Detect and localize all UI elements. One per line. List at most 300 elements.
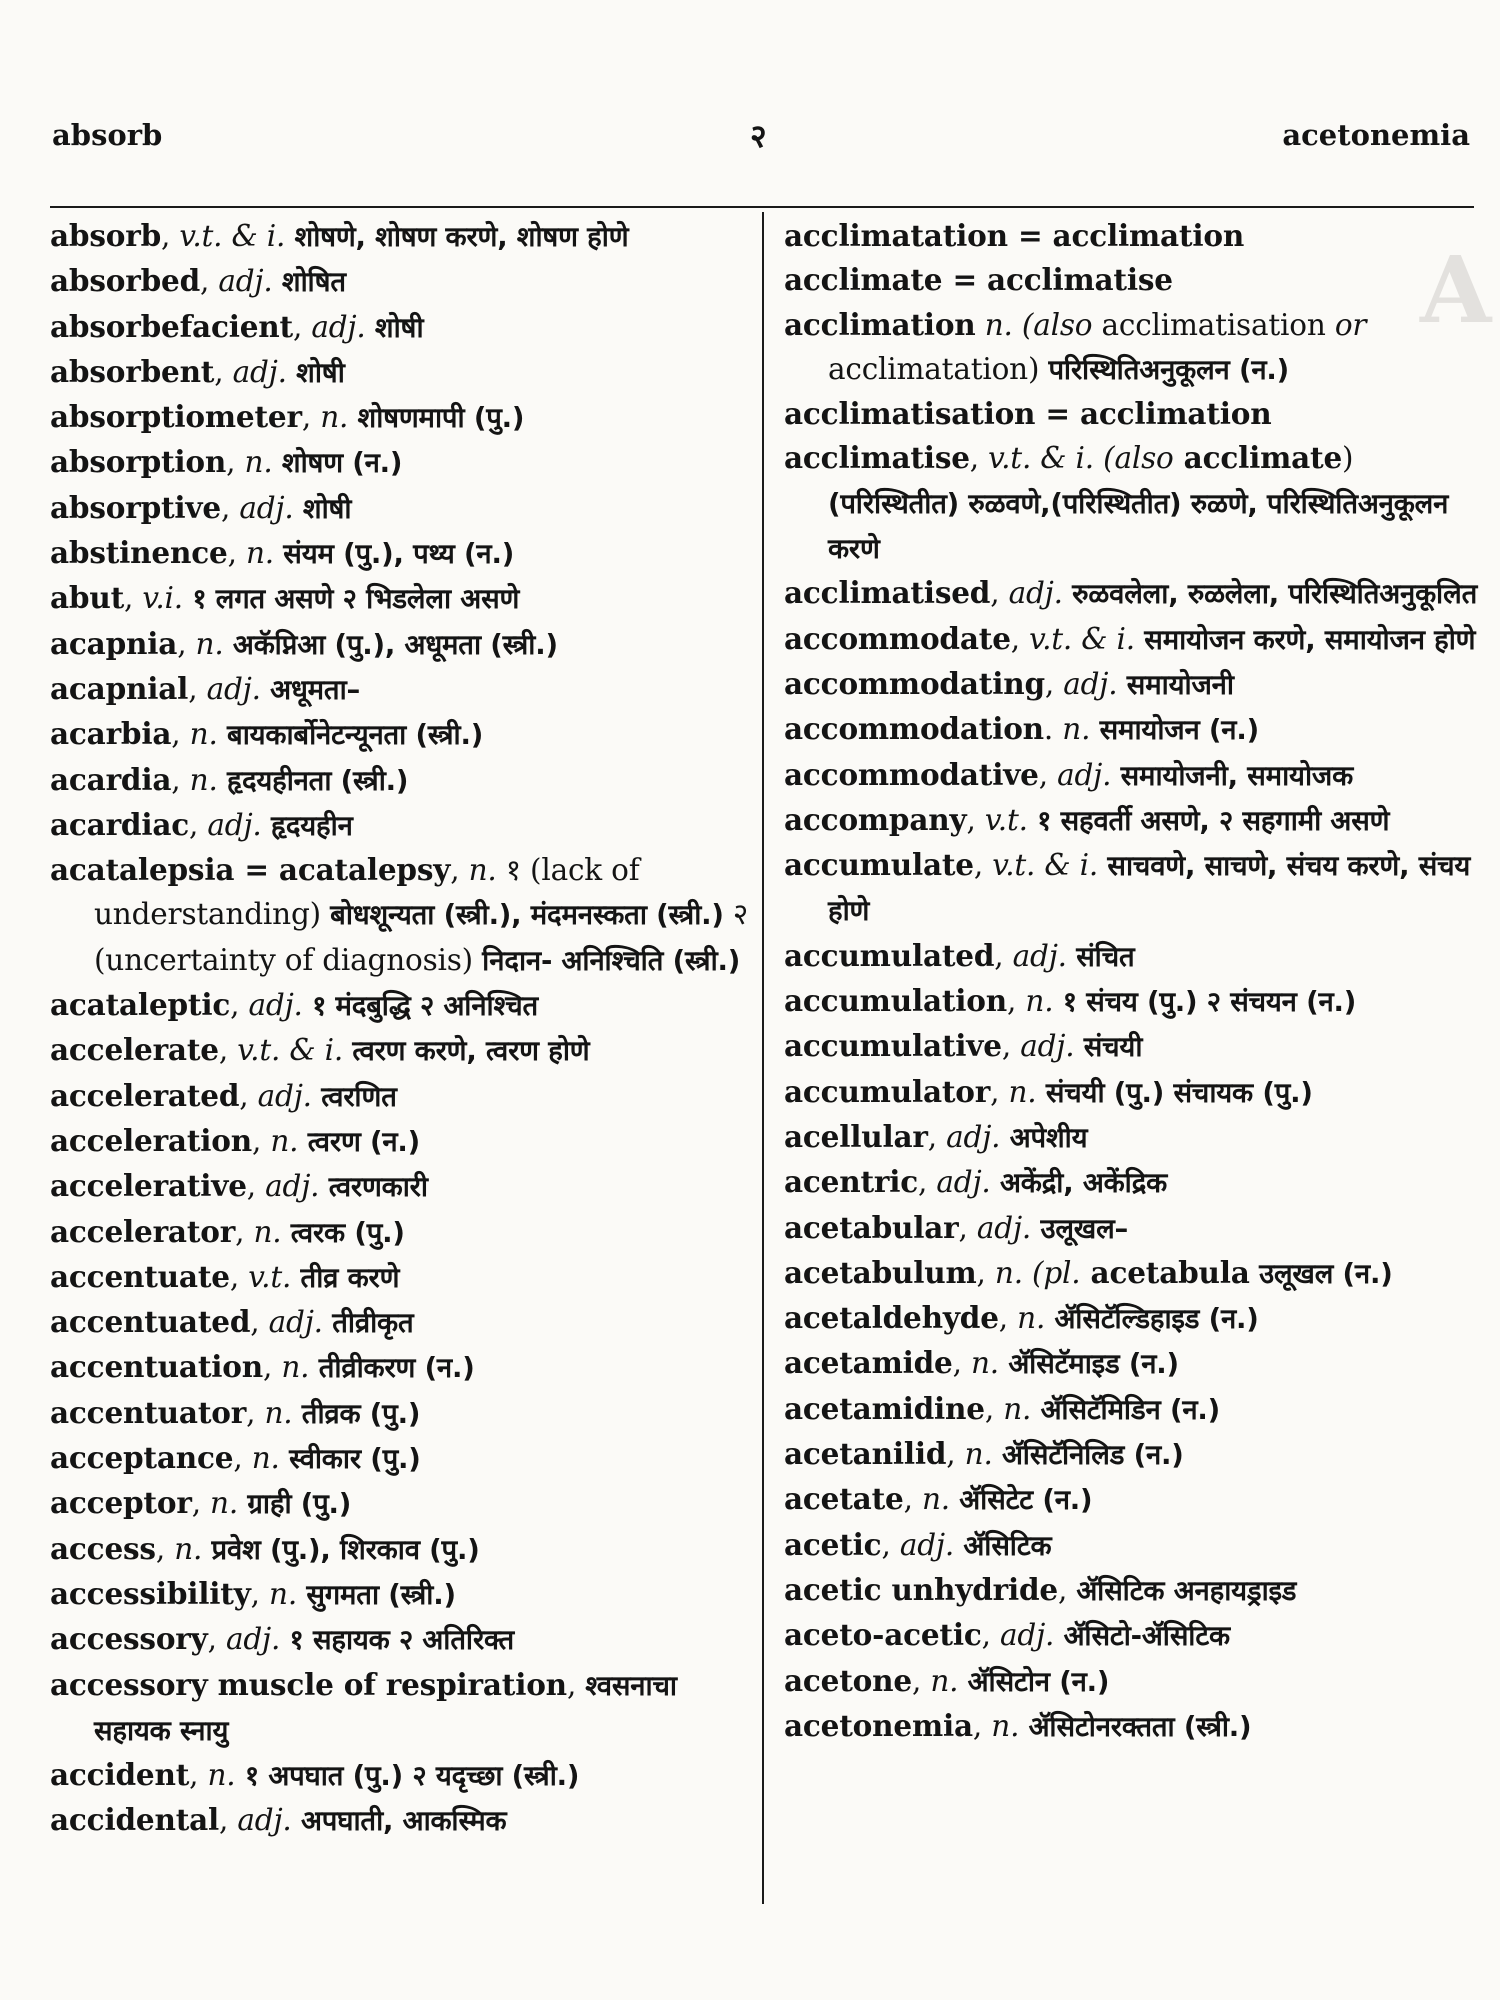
definition-marathi: श्वसनाचा सहायक स्नायु [94, 1669, 677, 1747]
definition-marathi: १ सहायक २ अतिरिक्त [280, 1624, 515, 1657]
entry-text: , [881, 1527, 900, 1562]
headword: absorbent [50, 353, 215, 389]
part-of-speech: n. [210, 1486, 239, 1521]
part-of-speech: n. [1003, 1391, 1032, 1426]
headword: acentric [784, 1164, 919, 1200]
definition-marathi: शोषी [365, 311, 424, 344]
part-of-speech: adj. [976, 1210, 1032, 1245]
definition-marathi: सुगमता (स्त्री.) [297, 1578, 456, 1611]
headword: acetabular [784, 1209, 959, 1245]
definition-marathi: संचयी (पु.) संचायक (पु.) [1036, 1076, 1313, 1109]
definition-marathi: अकेंद्री, अकेंद्रिक [990, 1167, 1168, 1200]
headword: acceleration [50, 1122, 252, 1158]
entry-text: , [973, 848, 993, 883]
headword: accentuated [50, 1304, 251, 1340]
right-column [784, 214, 1478, 1749]
dictionary-entry [784, 1070, 1478, 1115]
definition-marathi: १ अपघात (पु.) २ यदृच्छा (स्त्री.) [235, 1760, 580, 1793]
headword: access [50, 1530, 156, 1566]
entry-text: , [155, 1531, 175, 1566]
definition-marathi: रुळवलेला, रुळलेला, परिस्थितिअनुकूलित [1062, 578, 1478, 611]
entry-text: , [903, 1482, 922, 1517]
running-head [52, 118, 1470, 162]
dictionary-entry [50, 1753, 750, 1798]
part-of-speech: n. [195, 626, 224, 661]
dictionary-entry [50, 305, 750, 350]
headword: acclimate = acclimatise [784, 262, 1173, 298]
column-divider [762, 212, 764, 1904]
entry-text: , [124, 581, 143, 616]
dictionary-entry [50, 1210, 750, 1255]
definition-marathi: ॲसिटोन (न.) [958, 1665, 1110, 1698]
definition-marathi: ॲसिटिक [954, 1529, 1052, 1562]
part-of-speech: adj. [899, 1527, 955, 1562]
dictionary-entry [50, 1527, 750, 1572]
entry-text: , [994, 938, 1013, 973]
headword: acclimatation = acclimation [784, 218, 1245, 253]
part-of-speech: v.t. & i. [1029, 621, 1135, 656]
part-of-speech: n. (pl. [994, 1255, 1081, 1290]
definition-marathi: तीव्रीकरण (न.) [309, 1352, 475, 1385]
headword: acclimatise [784, 440, 970, 476]
entry-text: , [966, 802, 985, 837]
definition-marathi: ॲसिटॅमिडिन (न.) [1031, 1393, 1221, 1426]
entry-text: , [918, 1165, 937, 1200]
entry-text: , [239, 1078, 258, 1113]
dictionary-entry [50, 1481, 750, 1526]
entry-text: , [207, 1622, 226, 1657]
entry-text: , [1044, 666, 1064, 701]
definition-marathi: १ लगत असणे २ भिडलेला असणे [182, 583, 520, 616]
headword: accentuation [50, 1349, 264, 1385]
definition-marathi: शोषित [272, 266, 346, 299]
definition-marathi: (परिस्थितीत) रुळवणे,(परिस्थितीत) रुळणे, परिस्थितिअनुकूलन करणे [828, 487, 1449, 566]
headword: acardia [50, 761, 172, 797]
headword: acetic unhydride [784, 1571, 1058, 1607]
definition-marathi: ॲसिटेट (न.) [949, 1484, 1093, 1517]
headword: accommodative [784, 756, 1039, 792]
dictionary-entry [784, 258, 1478, 302]
header-rule [50, 206, 1474, 208]
part-of-speech: adj. [1057, 757, 1112, 792]
dictionary-entry [50, 758, 750, 803]
dictionary-entry [50, 350, 750, 395]
definition-marathi: समायोजन करणे, समायोजन होणे [1134, 623, 1476, 656]
headword: accelerated [50, 1077, 240, 1113]
headword: accentuate [50, 1258, 230, 1294]
dictionary-entry [784, 1432, 1478, 1477]
entry-text: , [952, 1346, 971, 1381]
headword: acardiac [50, 806, 190, 842]
headword: acclimatised [784, 575, 991, 611]
headword: accidental [50, 1802, 220, 1838]
entry-text: , [233, 1441, 252, 1476]
dictionary-entry [784, 617, 1478, 662]
dictionary-entry [50, 395, 750, 440]
definition-marathi: साचवणे, साचणे, संचय करणे, संचय होणे [828, 850, 1471, 928]
headword: absorption [50, 444, 227, 480]
dictionary-entry [784, 1704, 1478, 1749]
headword: accommodating [784, 665, 1045, 701]
entry-text: , [250, 1576, 270, 1611]
definition-marathi: अकॅप्निआ (पु.), अधूमता (स्त्री.) [223, 628, 558, 661]
entry-text: , [200, 264, 219, 299]
definition-marathi: अपघाती, आकस्मिक [291, 1805, 507, 1838]
left-guide-word: absorb [52, 118, 163, 152]
dictionary-entry [784, 1387, 1478, 1432]
entry-text: acclimatation) [828, 351, 1049, 386]
definition-marathi: अधूमता– [260, 673, 361, 706]
definition-marathi: ग्राही (पु.) [238, 1488, 352, 1521]
entry-text: , [246, 1169, 266, 1204]
headword: accommodate [784, 620, 1011, 656]
definition-marathi: परिस्थितिअनुकूलन (न.) [1048, 353, 1290, 386]
part-of-speech: adj. [311, 309, 366, 344]
right-guide-word: acetonemia [1282, 118, 1470, 152]
part-of-speech: v.i. [142, 581, 183, 616]
headword: acatalepsia = acatalepsy [50, 852, 451, 888]
part-of-speech: n. [970, 1346, 999, 1381]
part-of-speech: v.t. & i. [992, 848, 1099, 883]
dictionary-entry [50, 848, 750, 983]
headword: accessibility [50, 1575, 251, 1611]
headword: acclimation [784, 306, 976, 342]
dictionary-entry [50, 1119, 750, 1164]
headword: absorb [50, 218, 161, 253]
part-of-speech: adj. [936, 1165, 991, 1200]
dictionary-entry [784, 1206, 1478, 1251]
entry-text: , [230, 988, 249, 1023]
part-of-speech: adj. [237, 1803, 292, 1838]
dictionary-entry [784, 1024, 1478, 1069]
part-of-speech: or [1334, 307, 1367, 342]
page-number: २ [750, 117, 767, 155]
entry-text: , [226, 445, 245, 480]
headword: acellular [784, 1118, 928, 1154]
dictionary-entry [50, 1028, 750, 1073]
part-of-speech: adj. [257, 1078, 312, 1113]
headword: accessory muscle of respiration [50, 1666, 567, 1702]
entry-text: , [450, 853, 469, 888]
definition-marathi: त्वरणित [311, 1080, 397, 1113]
definition-marathi: तीव्रीकृत [322, 1307, 414, 1340]
definition-marathi: स्वीकार (पु.) [279, 1443, 421, 1476]
headword: accumulation [784, 983, 1008, 1019]
definition-marathi: शोषणमापी (पु.) [348, 402, 525, 435]
definition-marathi: उलूखल (न.) [1249, 1257, 1393, 1290]
part-of-speech: n. (also [984, 307, 1093, 342]
headword: acarbia [50, 716, 172, 752]
headword: absorptive [50, 489, 221, 525]
definition-marathi: ॲसिटो-ॲसिटिक [1054, 1620, 1230, 1653]
definition-marathi: तीव्रक (पु.) [292, 1397, 421, 1430]
entry-text: , [958, 1210, 977, 1245]
headword: accident [50, 1757, 190, 1793]
definition-marathi: ॲसिटिक अनहायड्राइड [1076, 1574, 1297, 1607]
part-of-speech: n. [264, 1395, 293, 1430]
entry-text: , [218, 1033, 238, 1068]
definition-marathi: समायोजनी, समायोजक [1111, 759, 1354, 792]
definition-marathi: शोषण (न.) [272, 447, 403, 480]
definition-marathi: शोषणे, शोषण करणे, शोषण होणे [285, 221, 629, 253]
entry-text: , [177, 626, 196, 661]
headword: acetonemia [784, 1707, 973, 1743]
definition-marathi: तीव्र करणे [291, 1261, 400, 1294]
dictionary-entry [50, 259, 750, 304]
entry-text: , [1038, 757, 1058, 792]
part-of-speech: n. [207, 1758, 236, 1793]
entry-text: , [976, 1255, 995, 1290]
dictionary-entry [784, 1341, 1478, 1386]
entry-text: . [1043, 712, 1063, 747]
headword: acetanilid [784, 1436, 947, 1472]
part-of-speech: n. [1008, 1074, 1037, 1109]
headword: accompany [784, 801, 967, 837]
headword: acetamide [784, 1345, 953, 1381]
entry-text [976, 308, 985, 342]
dictionary-entry [50, 531, 750, 576]
headword: acceptance [50, 1440, 234, 1476]
entry-text: , [250, 1305, 269, 1340]
dictionary-entry [50, 1391, 750, 1436]
definition-marathi: ॲसिटॅनिलिड (न.) [992, 1439, 1184, 1472]
entry-text: , [189, 807, 208, 842]
headword: acclimate [1173, 440, 1343, 476]
part-of-speech: adj. [225, 1622, 281, 1657]
entry-text: , [998, 1301, 1018, 1336]
entry-text: , [927, 1119, 947, 1154]
part-of-speech: adj. [1063, 666, 1118, 701]
definition-marathi: त्वरक (पु.) [281, 1216, 405, 1249]
entry-text: , [1001, 1029, 1021, 1064]
entry-text: , [235, 1214, 254, 1249]
part-of-speech: n. [468, 853, 497, 888]
dictionary-entry [784, 1477, 1478, 1522]
dictionary-entry [50, 1164, 750, 1209]
entry-text: , [189, 1758, 208, 1793]
dictionary-entry [50, 803, 750, 848]
entry-text: , [1057, 1572, 1077, 1607]
part-of-speech: n. [930, 1663, 959, 1698]
entry-text: , [263, 1350, 282, 1385]
dictionary-entry [784, 1251, 1478, 1296]
dictionary-entry [50, 1617, 750, 1662]
entry-text: , [946, 1437, 965, 1472]
dictionary-entry [784, 1160, 1478, 1205]
headword: accentuator [50, 1394, 247, 1430]
headword: acceptor [50, 1485, 192, 1521]
definition-marathi: समायोजनी [1117, 668, 1234, 701]
dictionary-entry [784, 1568, 1478, 1613]
dictionary-entry [50, 622, 750, 667]
entry-text: १ (lack of understanding) [94, 853, 640, 932]
dictionary-entry [50, 1798, 750, 1843]
headword: abstinence [50, 535, 228, 571]
entry-text: , [171, 717, 190, 752]
part-of-speech: v.t. [984, 802, 1028, 837]
definition-marathi: त्वरण (न.) [298, 1125, 421, 1158]
definition-marathi: ॲसिटॅल्डिहाइड (न.) [1045, 1303, 1259, 1336]
dictionary-entry [784, 1296, 1478, 1341]
part-of-speech: adj. [232, 354, 287, 389]
left-column [50, 214, 750, 1844]
headword: acapnia [50, 625, 178, 661]
part-of-speech: adj. [248, 988, 303, 1023]
dictionary-entry [784, 1613, 1478, 1658]
entry-text: , [229, 1259, 249, 1294]
headword: acetabulum [784, 1254, 977, 1290]
dictionary-entry [784, 753, 1478, 798]
entry-text: , [301, 400, 321, 435]
entry-text: , [252, 1123, 271, 1158]
dictionary-entry [784, 1523, 1478, 1568]
entry-text: acclimatisation [1092, 307, 1335, 342]
definition-marathi: १ संचय (पु.) २ संचयन (न.) [1053, 986, 1357, 1019]
dictionary-entry [784, 707, 1478, 752]
part-of-speech: n. [245, 536, 274, 571]
part-of-speech: n. [991, 1708, 1020, 1743]
dictionary-entry [784, 934, 1478, 979]
part-of-speech: adj. [265, 1169, 320, 1204]
definition-marathi: हृदयहीनता (स्त्री.) [217, 764, 409, 797]
entry-text: , [969, 441, 989, 476]
definition-marathi: शोषी [293, 492, 352, 525]
headword: accelerative [50, 1168, 247, 1204]
entry-text: , [911, 1663, 931, 1698]
dictionary-entry [50, 576, 750, 621]
dictionary-entry [50, 983, 750, 1028]
part-of-speech: n. [189, 762, 218, 797]
headword: accumulative [784, 1028, 1002, 1064]
part-of-speech: n. [1017, 1301, 1046, 1336]
headword: accumulated [784, 937, 995, 973]
dictionary-entry [50, 712, 750, 757]
definition-marathi: हृदयहीन [261, 809, 353, 842]
entry-text: , [990, 576, 1009, 611]
dictionary-entry [50, 1255, 750, 1300]
entry-text: ) [1342, 441, 1354, 476]
definition-marathi: बोधशून्यता (स्त्री.), मंदमनस्कता (स्त्री.) [330, 899, 724, 932]
definition-marathi: त्वरण करणे, त्वरण होणे [343, 1035, 590, 1068]
headword: acataleptic [50, 987, 231, 1023]
part-of-speech: n. [1025, 984, 1054, 1019]
part-of-speech: n. [251, 1441, 280, 1476]
headword: aceto-acetic [784, 1617, 982, 1653]
part-of-speech: n. [174, 1531, 203, 1566]
entry-text: , [220, 490, 240, 525]
headword: accelerate [50, 1032, 219, 1068]
headword: accessory [50, 1621, 208, 1657]
part-of-speech: adj. [207, 807, 262, 842]
entry-text: , [161, 219, 180, 253]
part-of-speech: n. [964, 1437, 993, 1472]
dictionary-entry [784, 392, 1478, 436]
part-of-speech: v.t. & i. [237, 1033, 344, 1068]
entry-text: , [984, 1391, 1004, 1426]
dictionary-entry [784, 1115, 1478, 1160]
headword: accumulator [784, 1073, 991, 1109]
headword: accumulate [784, 847, 974, 883]
part-of-speech: n. [244, 445, 273, 480]
part-of-speech: n. [320, 400, 349, 435]
headword: absorbed [50, 263, 200, 299]
definition-marathi: समायोजन (न.) [1090, 714, 1259, 747]
headword: accommodation [784, 711, 1044, 747]
definition-marathi: ॲसिटोनरक्तता (स्त्री.) [1019, 1710, 1252, 1743]
part-of-speech: n. [189, 717, 218, 752]
dictionary-entry [50, 214, 750, 259]
definition-marathi: प्रवेश (पु.), शिरकाव (पु.) [202, 1533, 480, 1566]
entry-text: २ (uncertainty of diagnosis) [94, 897, 749, 977]
definition-marathi: संचित [1066, 940, 1135, 973]
definition-marathi: बायकार्बोनेटन्यूनता (स्त्री.) [217, 719, 484, 752]
entry-text: , [214, 354, 233, 389]
dictionary-entry [784, 303, 1478, 393]
definition-marathi: ॲसिटॅमाइड (न.) [998, 1348, 1179, 1381]
part-of-speech: adj. [218, 264, 273, 299]
dictionary-entry [50, 1300, 750, 1345]
part-of-speech: adj. [206, 671, 261, 706]
headword: acetabula [1080, 1254, 1250, 1290]
entry-text: , [566, 1667, 586, 1702]
definition-marathi: संचयी [1074, 1031, 1143, 1064]
entry-text: , [191, 1486, 211, 1521]
dictionary-entry [784, 798, 1478, 843]
entry-text: , [972, 1708, 992, 1743]
dictionary-entry [784, 843, 1478, 934]
part-of-speech: n. [281, 1350, 310, 1385]
headword: acapnial [50, 670, 189, 706]
dictionary-entry [50, 486, 750, 531]
entry-text: , [188, 671, 207, 706]
part-of-speech: adj. [1020, 1029, 1075, 1064]
dictionary-entry [50, 1663, 750, 1754]
part-of-speech: n. [270, 1123, 299, 1158]
dictionary-entry [784, 979, 1478, 1024]
definition-marathi: १ मंदबुद्धि २ अनिश्चित [302, 990, 538, 1023]
headword: acetone [784, 1662, 912, 1698]
definition-marathi: अपेशीय [1000, 1121, 1088, 1154]
entry-text: , [1010, 621, 1030, 656]
part-of-speech: adj. [1008, 576, 1063, 611]
entry-text: , [292, 309, 312, 344]
part-of-speech: adj. [946, 1119, 1001, 1154]
entry-text: , [219, 1803, 238, 1838]
entry-text: , [981, 1618, 1000, 1653]
headword: acetamidine [784, 1390, 985, 1426]
entry-text: , [246, 1395, 265, 1430]
dictionary-entry [784, 1659, 1478, 1704]
definition-marathi: १ सहवर्ती असणे, २ सहगामी असणे [1027, 804, 1390, 837]
headword: acclimatisation = acclimation [784, 396, 1272, 432]
headword: acetate [784, 1481, 904, 1517]
part-of-speech: adj. [1000, 1618, 1055, 1653]
entry-text: , [1007, 984, 1026, 1019]
part-of-speech: n. [269, 1576, 297, 1611]
part-of-speech: adj. [239, 490, 294, 525]
headword: absorbefacient [50, 308, 293, 344]
dictionary-entry [784, 662, 1478, 707]
part-of-speech: v.t. & i. [179, 219, 286, 253]
dictionary-entry [50, 1345, 750, 1390]
dictionary-entry [50, 1074, 750, 1119]
dictionary-entry [50, 1436, 750, 1481]
dictionary-entry [784, 214, 1478, 258]
part-of-speech: n. [1062, 712, 1091, 747]
entry-text: , [171, 762, 190, 797]
definition-marathi: संयम (पु.), पथ्य (न.) [273, 538, 515, 571]
bleed-through-section-letter: A [1420, 236, 1492, 344]
